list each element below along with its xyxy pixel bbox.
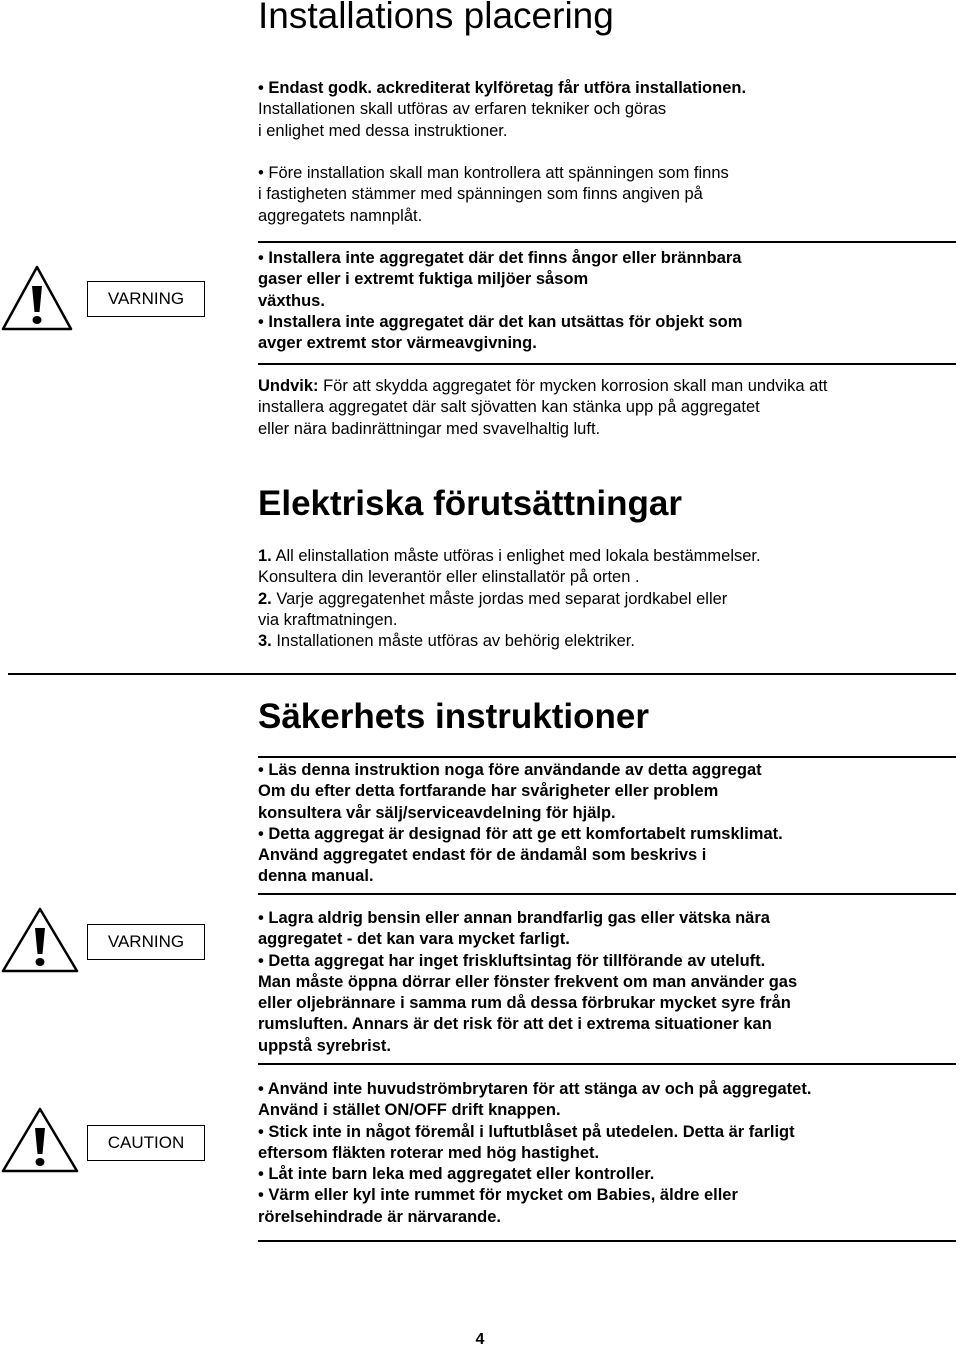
divider — [258, 363, 956, 365]
text-line: • Före installation skall man kontrollera att spänningen som finns — [258, 164, 729, 182]
text-line: rumsluften. Annars är det risk för att det i extrema situationer kan — [258, 1015, 772, 1034]
item-number: 3. — [258, 632, 272, 651]
avoid-note — [258, 376, 938, 440]
divider — [258, 241, 956, 243]
caution-text — [258, 1079, 938, 1228]
section-title-electrical: Elektriska förutsättningar — [258, 484, 682, 523]
item-number: 2. — [258, 589, 272, 608]
text-line: växthus. — [258, 291, 325, 310]
text-line: • Stick inte in något föremål i luftutblåset på utedelen. Detta är farligt — [258, 1122, 795, 1141]
text-line: • Använd inte huvudströmbrytaren för att stänga av och på aggregatet. — [258, 1080, 812, 1098]
text-line: eftersom fläkten roterar med hög hastighet. — [258, 1143, 600, 1162]
divider — [258, 1063, 956, 1065]
warning-label: VARNING — [107, 932, 185, 951]
caution-label: CAUTION — [107, 1133, 185, 1152]
text-line: • Detta aggregat är designad för att ge ett komfortabelt rumsklimat. — [258, 824, 783, 843]
text-line: aggregatets namnplåt. — [258, 206, 423, 225]
text-line: i enlighet med dessa instruktioner. — [258, 121, 508, 140]
safety-intro — [258, 760, 938, 888]
electrical-list — [258, 546, 938, 652]
text-line: All elinstallation måste utföras i enlighet med lokala bestämmelser. — [271, 547, 761, 565]
text-line: • Lagra aldrig bensin eller annan brandfarlig gas eller vätska nära — [258, 909, 770, 927]
text-line: • Installera inte aggregatet där det finns ångor eller brännbara — [258, 249, 742, 267]
text-line: Använd aggregatet endast för de ändamål som beskrivs i — [258, 846, 707, 865]
text-line: uppstå syrebrist. — [258, 1036, 391, 1055]
text-line: • Läs denna instruktion noga före användande av detta aggregat — [258, 761, 762, 779]
text-line: • Endast godk. ackrediterat kylföretag får utföra installationen. — [258, 79, 747, 97]
warning-badge — [87, 924, 205, 960]
warning-triangle-icon — [0, 264, 74, 332]
safety-warning-text — [258, 908, 938, 1057]
text-line: eller oljebrännare i samma rum då dessa förbrukar mycket syre från — [258, 994, 791, 1013]
warning-triangle-icon — [0, 1106, 80, 1174]
bullet-ackrediterat — [258, 78, 938, 142]
item-number: 1. — [258, 547, 272, 565]
section-title-safety: Säkerhets instruktioner — [258, 697, 649, 736]
text-line: denna manual. — [258, 867, 374, 886]
text-line: • Installera inte aggregatet där det kan utsättas för objekt som — [258, 312, 743, 331]
text-line: i fastigheten stämmer med spänningen som finns angiven på — [258, 185, 703, 204]
text-line: gaser eller i extremt fuktiga miljöer såsom — [258, 270, 589, 289]
text-line: Installationen skall utföras av erfaren tekniker och göras — [258, 100, 667, 119]
text-line: Installationen måste utföras av behörig elektriker. — [271, 632, 635, 651]
text-line: • Låt inte barn leka med aggregatet eller kontroller. — [258, 1165, 655, 1184]
page-title: Installations placering — [258, 0, 614, 36]
text-line: Om du efter detta fortfarande har svårigheter eller problem — [258, 782, 719, 801]
text-line: aggregatet - det kan vara mycket farligt. — [258, 930, 570, 949]
text-line: För att skydda aggregatet för mycken korrosion skall man undvika att — [318, 377, 828, 395]
caution-badge — [87, 1125, 205, 1161]
divider — [258, 756, 956, 758]
text-line: rörelsehindrade är närvarande. — [258, 1207, 502, 1226]
divider — [8, 673, 956, 675]
text-line: via kraftmatningen. — [258, 610, 398, 629]
divider — [258, 893, 956, 895]
text-line: avger extremt stor värmeavgivning. — [258, 334, 537, 353]
text-line: Varje aggregatenhet måste jordas med separat jordkabel eller — [271, 589, 728, 608]
text-line: installera aggregatet där salt sjövatten kan stänka upp på aggregatet — [258, 398, 760, 417]
text-line: Man måste öppna dörrar eller fönster frekvent om man använder gas — [258, 972, 798, 991]
text-line: • Värm eller kyl inte rummet för mycket om Babies, äldre eller — [258, 1186, 738, 1205]
text-line: Använd i stället ON/OFF drift knappen. — [258, 1101, 561, 1120]
warning-badge — [87, 281, 205, 317]
avoid-label: Undvik: — [258, 377, 319, 395]
page-number: 4 — [475, 1331, 485, 1348]
text-line: eller nära badinrättningar med svavelhaltig luft. — [258, 419, 601, 438]
text-line: konsultera vår sälj/serviceavdelning för hjälp. — [258, 803, 616, 822]
warning-text — [258, 248, 938, 354]
bullet-spanning — [258, 163, 938, 227]
text-line: Konsultera din leverantör eller elinstallatör på orten . — [258, 568, 640, 587]
warning-triangle-icon — [0, 906, 80, 974]
warning-label: VARNING — [107, 289, 185, 308]
divider — [258, 1240, 956, 1242]
text-line: • Detta aggregat har inget friskluftsintag för tillförande av uteluft. — [258, 951, 766, 970]
